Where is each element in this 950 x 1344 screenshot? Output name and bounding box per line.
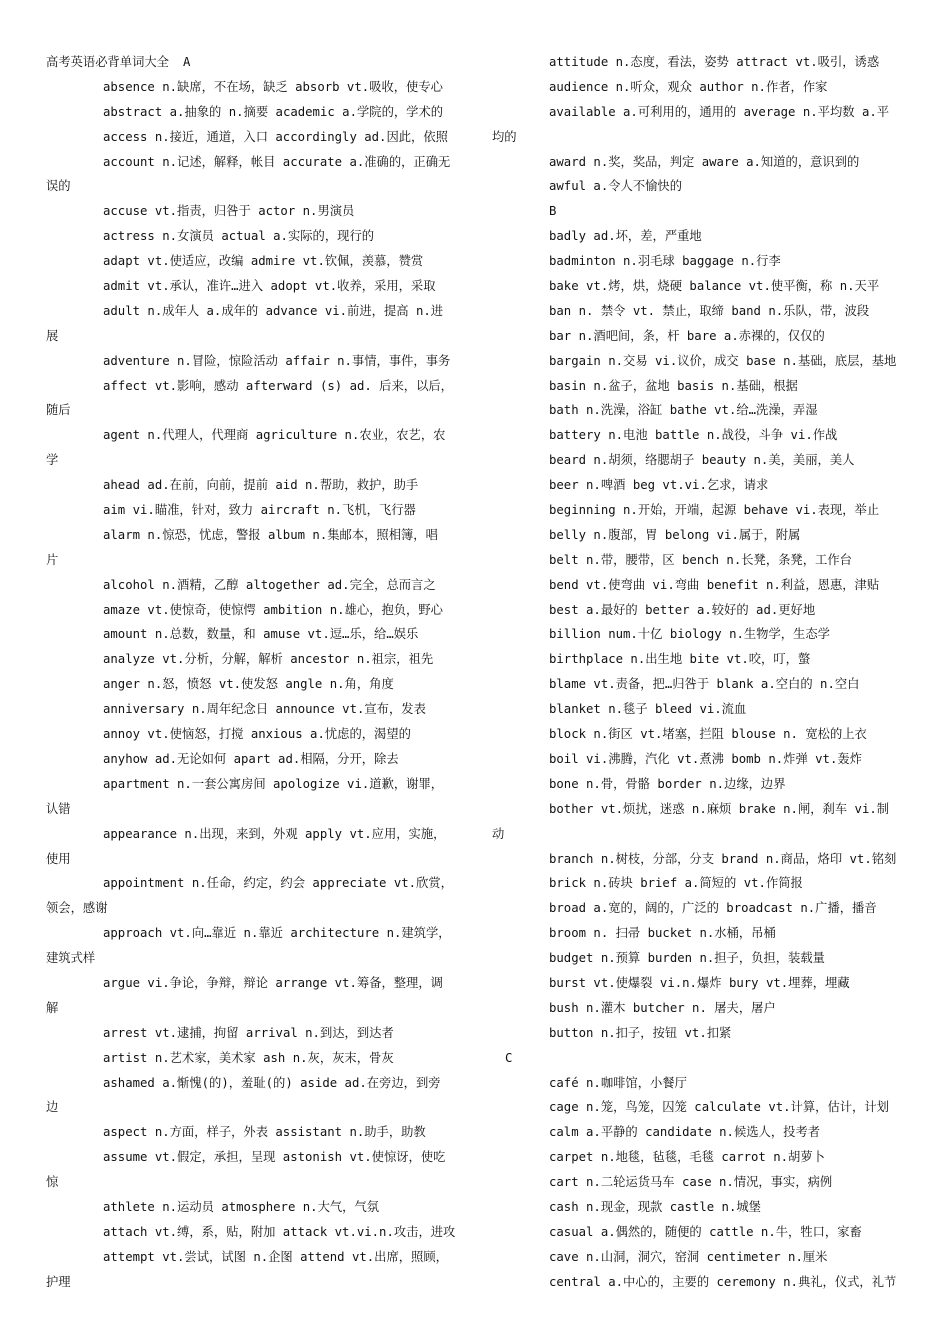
- vocab-line: café n.咖啡馆，小餐厅: [549, 1075, 687, 1090]
- vocab-line: argue vi.争论，争辩，辩论 arrange vt.筹备，整理，调: [103, 975, 443, 990]
- vocab-line: bargain n.交易 vi.议价，成交 base n.基础，底层，基地: [549, 353, 897, 368]
- letter-heading-c: C: [505, 1050, 513, 1065]
- vocab-line: badly ad.坏，差，严重地: [549, 229, 702, 244]
- vocab-line: athlete n.运动员 atmosphere n.大气，气氛: [103, 1199, 380, 1214]
- vocab-line: alcohol n.酒精，乙醇 altogether ad.完全，总而言之: [103, 577, 436, 592]
- vocab-line: adventure n.冒险，惊险活动 affair n.事情，事件，事务: [103, 353, 451, 368]
- vocab-line: apartment n.一套公寓房间 apologize vi.道歉，谢罪，: [103, 776, 444, 791]
- vocab-line: battery n.电池 battle n.战役，斗争 vi.作战: [549, 428, 838, 443]
- vocab-line-continuation: 均的: [492, 129, 517, 144]
- vocab-line: amaze vt.使惊奇，使惊愕 ambition n.雄心，抱负，野心: [103, 602, 443, 617]
- vocab-line: budget n.预算 burden n.担子，负担，装载量: [549, 951, 825, 966]
- vocab-line: bake vt.烤，烘，烧硬 balance vt.使平衡，称 n.天平: [549, 279, 880, 294]
- vocab-line-continuation: 展: [46, 328, 59, 343]
- vocab-line: audience n.听众，观众 author n.作者，作家: [549, 79, 828, 94]
- vocab-line: belt n.带，腰带，区 bench n.长凳，条凳，工作台: [549, 552, 852, 567]
- vocab-line-continuation: 动: [492, 826, 505, 841]
- vocab-line: aim vi.瞄准，针对，致力 aircraft n.飞机，飞行器: [103, 503, 416, 518]
- vocab-line-continuation: 使用: [46, 851, 71, 866]
- document-title-line: [46, 50, 466, 75]
- vocab-line: adult n.成年人 a.成年的 advance vi.前进，提高 n.进: [103, 303, 444, 318]
- vocab-line-continuation: 片: [46, 552, 59, 567]
- vocab-line: assume vt.假定，承担，呈现 astonish vt.使惊讶，使吃: [103, 1150, 446, 1165]
- vocab-line: ban n. 禁令 vt. 禁止，取缔 band n.乐队，带，波段: [549, 303, 870, 318]
- vocab-line: analyze vt.分析，分解，解析 ancestor n.祖宗，祖先: [103, 652, 434, 667]
- vocab-line: adapt vt.使适应，改编 admire vt.钦佩，羡慕，赞赏: [103, 254, 424, 269]
- vocab-line: available a.可利用的，通用的 average n.平均数 a.平: [549, 104, 890, 119]
- vocab-line: bone n.骨，骨骼 border n.边缘，边界: [549, 776, 786, 791]
- vocab-line: broad a.宽的，阔的，广泛的 broadcast n.广播，播音: [549, 901, 877, 916]
- vocab-line: anyhow ad.无论如何 apart ad.相隔，分开，除去: [103, 751, 399, 766]
- vocab-line: cash n.现金，现款 castle n.城堡: [549, 1199, 761, 1214]
- vocab-line: appearance n.出现，来到，外观 apply vt.应用，实施，: [103, 826, 446, 841]
- vocab-line: ahead ad.在前，向前，提前 aid n.帮助，救护，助手: [103, 478, 419, 493]
- vocab-line: aspect n.方面，样子，外表 assistant n.助手，助教: [103, 1125, 426, 1140]
- right-column: [492, 50, 912, 1295]
- vocab-line: best a.最好的 better a.较好的 ad.更好地: [549, 602, 816, 617]
- letter-heading-b: B: [549, 204, 557, 219]
- vocab-line: accuse vt.指责，归咎于 actor n.男演员: [103, 204, 355, 219]
- vocab-line: beer n.啤酒 beg vt.vi.乞求，请求: [549, 478, 769, 493]
- vocab-line: casual a.偶然的，随便的 cattle n.牛，牲口，家畜: [549, 1224, 862, 1239]
- vocab-line: bath n.洗澡，浴缸 bathe vt.给…洗澡，弄湿: [549, 403, 818, 418]
- vocab-line: absence n.缺席，不在场，缺乏 absorb vt.吸收，使专心: [103, 79, 443, 94]
- left-column: [46, 50, 466, 1295]
- vocab-line: beginning n.开始，开端，起源 behave vi.表现，举止: [549, 503, 880, 518]
- vocab-line-continuation: 认错: [46, 801, 71, 816]
- vocab-line-continuation: 护理: [46, 1274, 71, 1289]
- vocab-line: belly n.腹部，胃 belong vi.属于，附属: [549, 527, 801, 542]
- vocab-line: annoy vt.使恼怒，打搅 anxious a.忧虑的，渴望的: [103, 727, 411, 742]
- vocab-line: amount n.总数，数量，和 amuse vt.逗…乐，给…娱乐: [103, 627, 419, 642]
- vocab-line: burst vt.使爆裂 vi.n.爆炸 bury vt.埋葬，埋藏: [549, 975, 850, 990]
- vocab-line: attach vt.缚，系，贴，附加 attack vt.vi.n.攻击，进攻: [103, 1224, 456, 1239]
- vocab-line: award n.奖，奖品，判定 aware a.知道的，意识到的: [549, 154, 860, 169]
- vocab-line-continuation: 惊: [46, 1175, 59, 1190]
- vocab-line: access n.接近，通道，入口 accordingly ad.因此，依照: [103, 129, 448, 144]
- vocab-line: billion num.十亿 biology n.生物学，生态学: [549, 627, 830, 642]
- vocab-line-continuation: 解: [46, 1000, 59, 1015]
- vocab-line-continuation: 建筑式样: [46, 951, 96, 966]
- vocab-line: carpet n.地毯，毡毯，毛毯 carrot n.胡萝卜: [549, 1150, 825, 1165]
- vocab-line: bend vt.使弯曲 vi.弯曲 benefit n.利益，恩惠，津贴: [549, 577, 880, 592]
- vocab-line: branch n.树枝，分部，分支 brand n.商品，烙印 vt.铭刻: [549, 851, 897, 866]
- vocab-line: central a.中心的，主要的 ceremony n.典礼，仪式，礼节: [549, 1274, 897, 1289]
- vocab-line: affect vt.影响，感动 afterward (s) ad. 后来，以后，: [103, 378, 453, 393]
- vocab-line: broom n. 扫帚 bucket n.水桶，吊桶: [549, 926, 776, 941]
- vocab-line: account n.记述，解释，帐目 accurate a.准确的，正确无: [103, 154, 451, 169]
- vocab-line-continuation: 误的: [46, 179, 71, 194]
- vocab-line: button n.扣子，按钮 vt.扣紧: [549, 1025, 732, 1040]
- vocab-line: approach vt.向…靠近 n.靠近 architecture n.建筑学，: [103, 926, 451, 941]
- vocab-line: badminton n.羽毛球 baggage n.行李: [549, 254, 781, 269]
- vocab-line: cage n.笼，鸟笼，囚笼 calculate vt.计算，估计，计划: [549, 1100, 889, 1115]
- vocab-line-continuation: 随后: [46, 403, 71, 418]
- vocab-line: blanket n.毯子 bleed vi.流血: [549, 702, 747, 717]
- vocab-line: appointment n.任命，约定，约会 appreciate vt.欣赏，: [103, 876, 453, 891]
- vocab-line: bush n.灌木 butcher n. 屠夫，屠户: [549, 1000, 776, 1015]
- vocab-line: basin n.盆子，盆地 basis n.基础，根据: [549, 378, 798, 393]
- vocab-line: attempt vt.尝试，试图 n.企图 attend vt.出席，照顾，: [103, 1249, 448, 1264]
- vocab-line: boil vi.沸腾，汽化 vt.煮沸 bomb n.炸弹 vt.轰炸: [549, 751, 862, 766]
- vocab-line: actress n.女演员 actual a.实际的，现行的: [103, 229, 375, 244]
- vocab-line: abstract a.抽象的 n.摘要 academic a.学院的，学术的: [103, 104, 444, 119]
- vocab-line: calm a.平静的 candidate n.候选人，投考者: [549, 1125, 821, 1140]
- vocab-line: anger n.怒，愤怒 vt.使发怒 angle n.角，角度: [103, 677, 394, 692]
- vocab-line: brick n.砖块 brief a.简短的 vt.作简报: [549, 876, 803, 891]
- vocab-line: attitude n.态度，看法，姿势 attract vt.吸引，诱惑: [549, 55, 880, 69]
- vocab-line: cave n.山洞，洞穴，窑洞 centimeter n.厘米: [549, 1249, 828, 1264]
- vocab-line: bar n.酒吧间，条，杆 bare a.赤裸的，仅仅的: [549, 328, 825, 343]
- vocab-line: artist n.艺术家，美术家 ash n.灰，灰末，骨灰: [103, 1050, 394, 1065]
- vocab-line: ashamed a.惭愧(的)，羞耻(的) aside ad.在旁边，到旁: [103, 1075, 441, 1090]
- vocab-line: anniversary n.周年纪念日 announce vt.宣布，发表: [103, 702, 426, 717]
- vocab-line-continuation: 学: [46, 453, 59, 468]
- letter-heading-a: A: [182, 55, 191, 69]
- vocab-line: block n.街区 vt.堵塞，拦阻 blouse n. 宽松的上衣: [549, 727, 867, 742]
- vocab-line-continuation: 领会，感谢: [46, 901, 108, 916]
- vocab-line: bother vt.烦扰，迷惑 n.麻烦 brake n.闸，刹车 vi.制: [549, 801, 890, 816]
- vocab-line-continuation: 边: [46, 1100, 59, 1115]
- vocab-line: cart n.二轮运货马车 case n.情况，事实，病例: [549, 1175, 833, 1190]
- document-title: 高考英语必背单词大全: [46, 55, 169, 69]
- vocab-line: beard n.胡须，络腮胡子 beauty n.美，美丽，美人: [549, 453, 855, 468]
- vocab-line: arrest vt.逮捕，拘留 arrival n.到达，到达者: [103, 1025, 394, 1040]
- vocab-line: admit vt.承认，准许…进入 adopt vt.收养，采用，采取: [103, 279, 436, 294]
- vocab-line: awful a.令人不愉快的: [549, 179, 683, 194]
- vocab-line: birthplace n.出生地 bite vt.咬，叮，螫: [549, 652, 811, 667]
- vocab-line: blame vt.责备，把…归咎于 blank a.空白的 n.空白: [549, 677, 860, 692]
- vocab-line: alarm n.惊恐，忧虑，警报 album n.集邮本，照相簿，唱: [103, 527, 438, 542]
- vocab-line: agent n.代理人，代理商 agriculture n.农业，农艺，农: [103, 428, 446, 443]
